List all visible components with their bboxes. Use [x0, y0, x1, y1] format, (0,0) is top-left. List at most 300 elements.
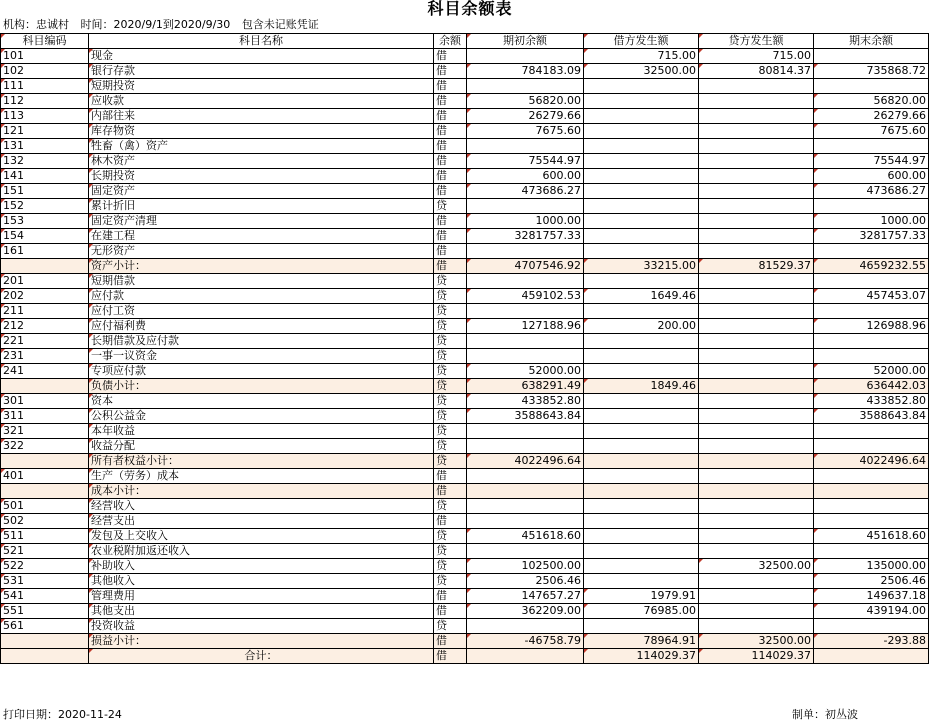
cell-code [1, 634, 89, 649]
cell-closing [814, 619, 929, 634]
cell-code: 531 [1, 574, 89, 589]
cell-name: 成本小计： [89, 484, 434, 499]
cell-code: 161 [1, 244, 89, 259]
cell-direction: 借 [434, 184, 467, 199]
cell-name: 资本 [89, 394, 434, 409]
cell-code: 132 [1, 154, 89, 169]
cell-opening [467, 424, 584, 439]
subtotal-row [1, 379, 929, 394]
cell-name: 固定资产 [89, 184, 434, 199]
cell-closing [814, 49, 929, 64]
cell-debit: 114029.37 [584, 649, 699, 664]
cell-name: 一事一议资金 [89, 349, 434, 364]
table-row [1, 184, 929, 199]
table-row [1, 244, 929, 259]
table-row [1, 409, 929, 424]
cell-direction: 借 [434, 649, 467, 664]
cell-closing: -293.88 [814, 634, 929, 649]
cell-code: 202 [1, 289, 89, 304]
cell-credit [699, 214, 814, 229]
cell-opening: 362209.00 [467, 604, 584, 619]
cell-name: 无形资产 [89, 244, 434, 259]
cell-direction: 借 [434, 259, 467, 274]
org-label: 机构：忠诚村 [3, 18, 69, 31]
cell-debit [584, 544, 699, 559]
print-date: 打印日期：2020-11-24 [3, 708, 122, 721]
cell-debit [584, 574, 699, 589]
cell-closing: 149637.18 [814, 589, 929, 604]
cell-name: 生产（劳务）成本 [89, 469, 434, 484]
cell-credit [699, 199, 814, 214]
cell-closing [814, 649, 929, 664]
cell-closing: 1000.00 [814, 214, 929, 229]
cell-closing: 3588643.84 [814, 409, 929, 424]
cell-opening: 7675.60 [467, 124, 584, 139]
cell-opening: 127188.96 [467, 319, 584, 334]
cell-closing: 433852.80 [814, 394, 929, 409]
cell-credit [699, 379, 814, 394]
cell-direction: 借 [434, 589, 467, 604]
cell-debit [584, 349, 699, 364]
subtotal-row [1, 259, 929, 274]
cell-code: 221 [1, 334, 89, 349]
cell-credit [699, 514, 814, 529]
cell-debit [584, 409, 699, 424]
cell-debit [584, 139, 699, 154]
subtotal-row [1, 634, 929, 649]
cell-name: 应收款 [89, 94, 434, 109]
table-row [1, 349, 929, 364]
cell-name: 应付款 [89, 289, 434, 304]
cell-direction: 借 [434, 484, 467, 499]
cell-closing: 7675.60 [814, 124, 929, 139]
cell-debit [584, 124, 699, 139]
cell-closing [814, 424, 929, 439]
subtotal-row [1, 454, 929, 469]
cell-name: 现金 [89, 49, 434, 64]
cell-credit [699, 289, 814, 304]
cell-credit [699, 604, 814, 619]
cell-closing [814, 439, 929, 454]
cell-credit: 715.00 [699, 49, 814, 64]
cell-debit [584, 304, 699, 319]
header-direction: 余额 [434, 34, 467, 49]
cell-closing: 26279.66 [814, 109, 929, 124]
cell-debit [584, 394, 699, 409]
cell-name: 经营收入 [89, 499, 434, 514]
cell-debit [584, 559, 699, 574]
cell-opening [467, 499, 584, 514]
cell-opening: 4022496.64 [467, 454, 584, 469]
cell-name: 内部往来 [89, 109, 434, 124]
cell-opening [467, 349, 584, 364]
cell-debit: 1649.46 [584, 289, 699, 304]
cell-name: 在建工程 [89, 229, 434, 244]
cell-code [1, 454, 89, 469]
cell-debit: 76985.00 [584, 604, 699, 619]
header-name: 科目名称 [89, 34, 434, 49]
cell-name: 累计折旧 [89, 199, 434, 214]
cell-credit [699, 319, 814, 334]
cell-opening [467, 139, 584, 154]
cell-credit: 80814.37 [699, 64, 814, 79]
cell-opening: 451618.60 [467, 529, 584, 544]
cell-opening [467, 49, 584, 64]
table-row [1, 544, 929, 559]
cell-direction: 贷 [434, 349, 467, 364]
cell-name: 应付福利费 [89, 319, 434, 334]
cell-credit [699, 79, 814, 94]
cell-credit [699, 229, 814, 244]
cell-opening [467, 469, 584, 484]
cell-opening [467, 619, 584, 634]
table-row [1, 574, 929, 589]
cell-direction: 贷 [434, 199, 467, 214]
cell-code: 311 [1, 409, 89, 424]
cell-direction: 借 [434, 49, 467, 64]
cell-opening: 3281757.33 [467, 229, 584, 244]
header-debit: 借方发生额 [584, 34, 699, 49]
cell-debit [584, 514, 699, 529]
cell-opening: 4707546.92 [467, 259, 584, 274]
cell-credit: 114029.37 [699, 649, 814, 664]
cell-opening: 433852.80 [467, 394, 584, 409]
cell-debit [584, 334, 699, 349]
table-row [1, 319, 929, 334]
cell-opening [467, 244, 584, 259]
cell-opening: 473686.27 [467, 184, 584, 199]
cell-code: 551 [1, 604, 89, 619]
cell-credit [699, 274, 814, 289]
cell-opening [467, 484, 584, 499]
cell-name: 其他收入 [89, 574, 434, 589]
cell-direction: 贷 [434, 304, 467, 319]
cell-opening: 75544.97 [467, 154, 584, 169]
cell-name: 公积公益金 [89, 409, 434, 424]
cell-opening: 102500.00 [467, 559, 584, 574]
cell-name: 资产小计： [89, 259, 434, 274]
cell-direction: 贷 [434, 394, 467, 409]
cell-name: 库存物资 [89, 124, 434, 139]
cell-name: 经营支出 [89, 514, 434, 529]
period-label: 时间：2020/9/1到2020/9/30 [80, 18, 231, 31]
cell-code: 241 [1, 364, 89, 379]
cell-closing: 4659232.55 [814, 259, 929, 274]
report-title: 科目余额表 [427, 0, 513, 18]
cell-name: 长期投资 [89, 169, 434, 184]
cell-direction: 借 [434, 169, 467, 184]
cell-opening: 1000.00 [467, 214, 584, 229]
cell-closing [814, 244, 929, 259]
cell-code: 153 [1, 214, 89, 229]
cell-name: 发包及上交收入 [89, 529, 434, 544]
cell-closing: 56820.00 [814, 94, 929, 109]
cell-debit: 78964.91 [584, 634, 699, 649]
cell-opening: 147657.27 [467, 589, 584, 604]
cell-debit [584, 94, 699, 109]
cell-debit [584, 484, 699, 499]
cell-credit [699, 334, 814, 349]
cell-closing: 3281757.33 [814, 229, 929, 244]
cell-code: 113 [1, 109, 89, 124]
cell-direction: 贷 [434, 274, 467, 289]
cell-closing: 52000.00 [814, 364, 929, 379]
report-meta [3, 17, 327, 32]
cell-debit [584, 109, 699, 124]
note-label: 包含未记账凭证 [241, 18, 319, 31]
table-row [1, 364, 929, 379]
header-row [1, 34, 929, 49]
table-row [1, 469, 929, 484]
table-row [1, 619, 929, 634]
cell-direction: 借 [434, 634, 467, 649]
cell-closing [814, 469, 929, 484]
cell-direction: 贷 [434, 319, 467, 334]
cell-opening [467, 544, 584, 559]
cell-credit [699, 409, 814, 424]
cell-name: 负债小计： [89, 379, 434, 394]
cell-direction: 贷 [434, 619, 467, 634]
cell-debit [584, 454, 699, 469]
cell-direction: 借 [434, 79, 467, 94]
cell-credit: 32500.00 [699, 634, 814, 649]
cell-credit [699, 469, 814, 484]
cell-opening [467, 79, 584, 94]
cell-credit [699, 109, 814, 124]
cell-name: 短期借款 [89, 274, 434, 289]
cell-credit [699, 184, 814, 199]
table-row [1, 439, 929, 454]
cell-direction: 借 [434, 229, 467, 244]
cell-closing: 75544.97 [814, 154, 929, 169]
cell-direction: 贷 [434, 439, 467, 454]
cell-direction: 贷 [434, 379, 467, 394]
cell-code: 212 [1, 319, 89, 334]
cell-debit [584, 364, 699, 379]
cell-debit: 32500.00 [584, 64, 699, 79]
subtotal-row [1, 649, 929, 664]
cell-closing [814, 79, 929, 94]
cell-name: 合计： [89, 649, 434, 664]
cell-code: 231 [1, 349, 89, 364]
table-row [1, 589, 929, 604]
cell-debit [584, 439, 699, 454]
header-closing: 期末余额 [814, 34, 929, 49]
cell-direction: 贷 [434, 544, 467, 559]
cell-credit [699, 94, 814, 109]
cell-closing: 126988.96 [814, 319, 929, 334]
table-row [1, 274, 929, 289]
table-row [1, 529, 929, 544]
cell-debit [584, 169, 699, 184]
cell-opening: 638291.49 [467, 379, 584, 394]
balance-table [0, 33, 929, 664]
table-row [1, 109, 929, 124]
cell-direction: 借 [434, 214, 467, 229]
table-row [1, 229, 929, 244]
cell-direction: 贷 [434, 499, 467, 514]
cell-code: 502 [1, 514, 89, 529]
table-row [1, 304, 929, 319]
cell-name: 林木资产 [89, 154, 434, 169]
cell-code [1, 379, 89, 394]
cell-name: 投资收益 [89, 619, 434, 634]
cell-opening: 459102.53 [467, 289, 584, 304]
cell-name: 收益分配 [89, 439, 434, 454]
cell-direction: 贷 [434, 454, 467, 469]
cell-debit [584, 424, 699, 439]
table-row [1, 199, 929, 214]
cell-credit [699, 529, 814, 544]
cell-code: 301 [1, 394, 89, 409]
cell-opening [467, 334, 584, 349]
cell-direction: 贷 [434, 364, 467, 379]
cell-name: 固定资产清理 [89, 214, 434, 229]
cell-debit [584, 469, 699, 484]
cell-name: 其他支出 [89, 604, 434, 619]
cell-direction: 贷 [434, 529, 467, 544]
cell-direction: 借 [434, 109, 467, 124]
cell-direction: 贷 [434, 289, 467, 304]
cell-code: 201 [1, 274, 89, 289]
cell-credit [699, 124, 814, 139]
cell-credit [699, 394, 814, 409]
cell-debit: 33215.00 [584, 259, 699, 274]
cell-direction: 借 [434, 94, 467, 109]
cell-code: 541 [1, 589, 89, 604]
table-row [1, 604, 929, 619]
cell-name: 牲畜（禽）资产 [89, 139, 434, 154]
cell-code [1, 259, 89, 274]
cell-credit: 81529.37 [699, 259, 814, 274]
cell-credit [699, 499, 814, 514]
cell-closing [814, 304, 929, 319]
cell-direction: 贷 [434, 424, 467, 439]
cell-name: 短期投资 [89, 79, 434, 94]
cell-code: 102 [1, 64, 89, 79]
cell-code: 111 [1, 79, 89, 94]
cell-opening [467, 649, 584, 664]
table-row [1, 49, 929, 64]
cell-closing [814, 139, 929, 154]
table-row [1, 79, 929, 94]
cell-debit: 715.00 [584, 49, 699, 64]
cell-credit [699, 304, 814, 319]
cell-credit [699, 154, 814, 169]
cell-closing [814, 334, 929, 349]
cell-name: 长期借款及应付款 [89, 334, 434, 349]
cell-direction: 借 [434, 469, 467, 484]
cell-closing: 135000.00 [814, 559, 929, 574]
cell-debit [584, 79, 699, 94]
cell-debit [584, 214, 699, 229]
table-row [1, 559, 929, 574]
cell-code: 154 [1, 229, 89, 244]
cell-closing [814, 514, 929, 529]
cell-opening [467, 304, 584, 319]
cell-debit: 1979.91 [584, 589, 699, 604]
cell-code: 521 [1, 544, 89, 559]
table-row [1, 139, 929, 154]
cell-opening: 52000.00 [467, 364, 584, 379]
cell-debit [584, 619, 699, 634]
cell-code: 141 [1, 169, 89, 184]
cell-closing: 457453.07 [814, 289, 929, 304]
cell-name: 应付工资 [89, 304, 434, 319]
cell-credit [699, 349, 814, 364]
cell-debit [584, 229, 699, 244]
report-footer [3, 707, 928, 722]
cell-credit [699, 484, 814, 499]
cell-credit [699, 169, 814, 184]
cell-direction: 借 [434, 514, 467, 529]
cell-opening: -46758.79 [467, 634, 584, 649]
cell-name: 损益小计： [89, 634, 434, 649]
cell-direction: 借 [434, 604, 467, 619]
cell-closing: 451618.60 [814, 529, 929, 544]
cell-code: 321 [1, 424, 89, 439]
table-row [1, 154, 929, 169]
table-row [1, 394, 929, 409]
cell-closing: 600.00 [814, 169, 929, 184]
table-row [1, 64, 929, 79]
cell-opening [467, 274, 584, 289]
cell-opening: 3588643.84 [467, 409, 584, 424]
cell-debit: 200.00 [584, 319, 699, 334]
cell-opening: 600.00 [467, 169, 584, 184]
cell-closing [814, 199, 929, 214]
header-credit: 贷方发生额 [699, 34, 814, 49]
cell-opening: 784183.09 [467, 64, 584, 79]
cell-credit [699, 244, 814, 259]
cell-code: 522 [1, 559, 89, 574]
cell-direction: 贷 [434, 574, 467, 589]
cell-debit [584, 154, 699, 169]
cell-code: 501 [1, 499, 89, 514]
cell-code: 151 [1, 184, 89, 199]
cell-credit [699, 454, 814, 469]
cell-credit [699, 574, 814, 589]
cell-code: 101 [1, 49, 89, 64]
cell-closing [814, 274, 929, 289]
cell-closing: 2506.46 [814, 574, 929, 589]
maker: 制单：初丛波 [792, 708, 858, 721]
cell-closing [814, 499, 929, 514]
cell-debit [584, 529, 699, 544]
header-code: 科目编码 [1, 34, 89, 49]
cell-name: 农业税附加返还收入 [89, 544, 434, 559]
cell-direction: 贷 [434, 334, 467, 349]
cell-credit [699, 544, 814, 559]
cell-code: 121 [1, 124, 89, 139]
cell-closing: 735868.72 [814, 64, 929, 79]
cell-name: 专项应付款 [89, 364, 434, 379]
table-row [1, 289, 929, 304]
table-row [1, 514, 929, 529]
cell-name: 银行存款 [89, 64, 434, 79]
cell-direction: 借 [434, 244, 467, 259]
cell-direction: 借 [434, 64, 467, 79]
cell-code: 322 [1, 439, 89, 454]
cell-code: 401 [1, 469, 89, 484]
cell-direction: 借 [434, 139, 467, 154]
cell-code: 211 [1, 304, 89, 319]
cell-credit: 32500.00 [699, 559, 814, 574]
cell-debit [584, 244, 699, 259]
cell-code [1, 484, 89, 499]
cell-code: 152 [1, 199, 89, 214]
cell-closing: 439194.00 [814, 604, 929, 619]
